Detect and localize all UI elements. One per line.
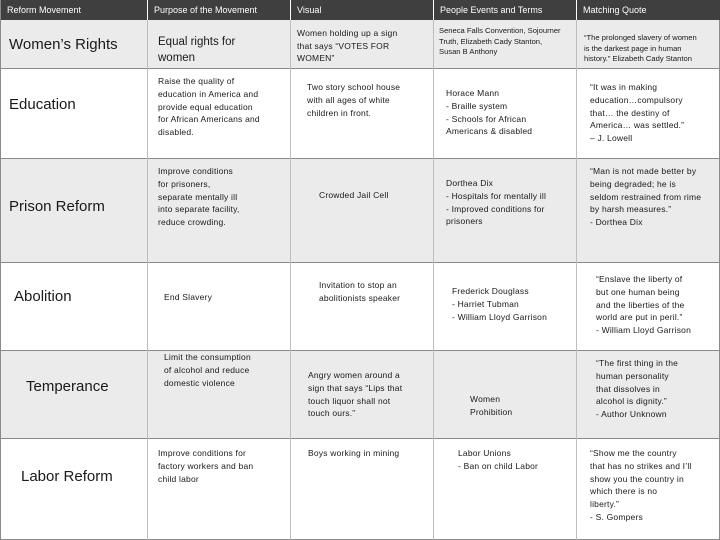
purpose-cell: Improve conditions for prisoners, separate mentally ill into separate facility, reduce crowding.: [158, 166, 240, 228]
visual-cell: Two story school house with all ages of white children in front.: [307, 82, 401, 118]
quote-cell: “It was in making education…compulsory that… the destiny of America… was settled.” – J. Lowell: [590, 82, 685, 144]
table-header-row: [1, 0, 720, 20]
visual-cell: Angry women around a sign that says “Lips that touch liquor shall not touch ours.”: [308, 370, 403, 419]
movement-temperance: Temperance: [26, 378, 109, 395]
people-cell: Seneca Falls Convention, Sojourner Truth, Elizabeth Cady Stanton, Susan B Anthony: [439, 26, 561, 56]
purpose-cell: Improve conditions for factory workers and ban child labor: [158, 448, 254, 484]
row-divider: [1, 68, 719, 69]
quote-cell: “Show me the country that has no strikes and I’ll show you the country in which there is no liberty.” - S. Gompers: [590, 448, 692, 522]
quote-cell: “Man is not made better by being degraded; he is seldom restrained from rime by harsh measures.” - Dorthea Dix: [590, 166, 702, 228]
quote-cell: “Enslave the liberty of but one human being and the liberties of the world are put in peril.” - William Lloyd Garrison: [596, 274, 692, 336]
people-cell: Dorthea Dix - Hospitals for mentally ill - Improved conditions for prisoners: [446, 178, 547, 227]
column-divider: [433, 20, 434, 540]
movement-womens-rights: Women’s Rights: [9, 36, 118, 53]
purpose-cell: Raise the quality of education in America and provide equal education for African Americans and disabled.: [158, 76, 260, 138]
purpose-cell: Limit the consumption of alcohol and reduce domestic violence: [164, 352, 251, 388]
quote-cell: “The prolonged slavery of women is the darkest page in human history.” Elizabeth Cady Stanton: [584, 33, 697, 63]
header-visual: Visual: [297, 5, 322, 15]
purpose-cell: Equal rights for women: [158, 36, 236, 64]
people-cell: Labor Unions - Ban on child Labor: [458, 448, 539, 471]
movement-labor-reform: Labor Reform: [21, 468, 113, 485]
visual-cell: Crowded Jail Cell: [319, 190, 389, 200]
people-cell: Frederick Douglass - Harriet Tubman - William Lloyd Garrison: [452, 286, 548, 322]
column-divider: [290, 20, 291, 540]
people-cell: Horace Mann - Braille system - Schools for African Americans & disabled: [446, 88, 533, 137]
movement-prison-reform: Prison Reform: [9, 198, 105, 215]
visual-cell: Women holding up a sign that says “VOTES FOR WOMEN”: [297, 28, 398, 63]
movement-abolition: Abolition: [14, 288, 72, 305]
column-divider: [147, 20, 148, 540]
quote-cell: “The first thing in the human personality that dissolves in alcohol is dignity.” - Author Unknown: [596, 358, 679, 420]
movement-education: Education: [9, 96, 76, 113]
row-divider: [1, 262, 719, 263]
header-matching-quote: Matching Quote: [583, 5, 647, 15]
header-people-events-terms: People Events and Terms: [440, 5, 543, 15]
column-divider: [576, 20, 577, 540]
visual-cell: Invitation to stop an abolitionists speaker: [319, 280, 401, 303]
row-divider: [1, 350, 719, 351]
visual-cell: Boys working in mining: [308, 448, 400, 458]
people-cell: Women Prohibition: [470, 394, 513, 417]
row-divider: [1, 438, 719, 439]
header-reform-movement: Reform Movement: [7, 5, 82, 15]
row-divider: [1, 158, 719, 159]
header-purpose: Purpose of the Movement: [154, 5, 258, 15]
purpose-cell: End Slavery: [164, 292, 213, 302]
